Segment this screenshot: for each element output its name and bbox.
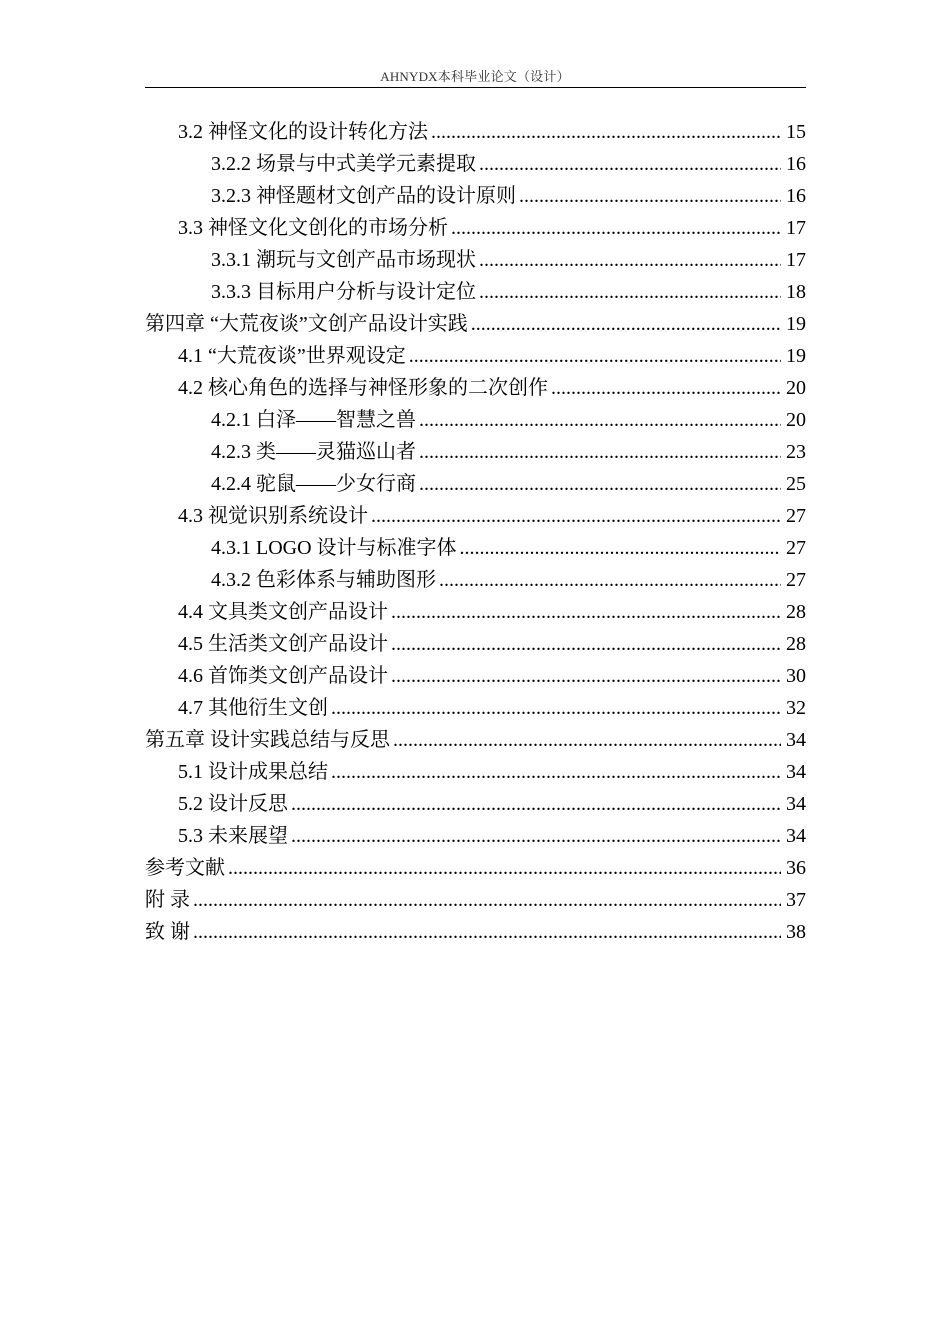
toc-entry-title: 致 谢	[145, 921, 190, 943]
page-header: AHNYDX本科毕业论文（设计）	[380, 69, 570, 84]
toc-entry-page-number: 28	[786, 633, 806, 655]
toc-entry-page-number: 28	[786, 601, 806, 623]
toc-dot-leader	[393, 724, 781, 756]
toc-entry-title: 5.1 设计成果总结	[178, 761, 328, 783]
toc-entry-page-number: 23	[786, 441, 806, 463]
toc-entry-title: 4.6 首饰类文创产品设计	[178, 665, 388, 687]
toc-entry-title: 3.2.3 神怪题材文创产品的设计原则	[211, 185, 516, 207]
toc-dot-leader	[193, 884, 781, 916]
toc-entry-title: 4.2.1 白泽——智慧之兽	[211, 409, 416, 431]
toc-entry-page-number: 18	[786, 281, 806, 303]
toc-dot-leader	[371, 500, 781, 532]
toc-entry[interactable]	[0, 244, 950, 276]
toc-entry[interactable]	[0, 564, 950, 596]
toc-dot-leader	[471, 308, 781, 340]
toc-entry[interactable]	[0, 916, 950, 948]
toc-entry-title: 5.3 未来展望	[178, 825, 288, 847]
toc-entry[interactable]	[0, 692, 950, 724]
toc-entry-page-number: 36	[786, 857, 806, 879]
toc-dot-leader	[391, 596, 781, 628]
toc-entry[interactable]	[0, 404, 950, 436]
toc-dot-leader	[419, 436, 781, 468]
toc-entry[interactable]	[0, 148, 950, 180]
toc-entry-page-number: 37	[786, 889, 806, 911]
toc-entry-title: 参考文献	[145, 857, 225, 879]
header-divider	[145, 87, 806, 88]
toc-entry-title: 4.2.4 驼鼠——少女行商	[211, 473, 416, 495]
toc-dot-leader	[291, 820, 781, 852]
toc-entry-page-number: 34	[786, 729, 806, 751]
toc-entry[interactable]	[0, 660, 950, 692]
toc-entry-page-number: 16	[786, 185, 806, 207]
toc-entry-page-number: 27	[786, 569, 806, 591]
toc-entry-page-number: 17	[786, 217, 806, 239]
toc-dot-leader	[519, 180, 781, 212]
toc-dot-leader	[409, 340, 781, 372]
toc-dot-leader	[451, 212, 781, 244]
toc-entry-page-number: 27	[786, 537, 806, 559]
toc-dot-leader	[391, 628, 781, 660]
toc-entry-title: 4.3 视觉识别系统设计	[178, 505, 368, 527]
toc-entry-page-number: 34	[786, 761, 806, 783]
toc-entry-page-number: 15	[786, 121, 806, 143]
toc-dot-leader	[479, 148, 781, 180]
toc-dot-leader	[228, 852, 781, 884]
toc-entry[interactable]	[0, 852, 950, 884]
toc-entry-page-number: 34	[786, 793, 806, 815]
toc-entry[interactable]	[0, 308, 950, 340]
table-of-contents	[0, 116, 950, 948]
toc-entry[interactable]	[0, 180, 950, 212]
toc-entry-title: 4.5 生活类文创产品设计	[178, 633, 388, 655]
toc-dot-leader	[479, 244, 781, 276]
toc-entry[interactable]	[0, 724, 950, 756]
toc-entry-title: 4.2.3 类——灵猫巡山者	[211, 441, 416, 463]
toc-entry-page-number: 25	[786, 473, 806, 495]
toc-entry-title: 4.3.1 LOGO 设计与标准字体	[211, 537, 457, 559]
toc-entry[interactable]	[0, 276, 950, 308]
toc-entry-title: 3.2.2 场景与中式美学元素提取	[211, 153, 476, 175]
toc-entry-title: 5.2 设计反思	[178, 793, 288, 815]
toc-entry[interactable]	[0, 788, 950, 820]
toc-entry-page-number: 16	[786, 153, 806, 175]
toc-entry[interactable]	[0, 756, 950, 788]
toc-entry-title: 第五章 设计实践总结与反思	[145, 729, 390, 751]
toc-entry[interactable]	[0, 468, 950, 500]
toc-entry[interactable]	[0, 628, 950, 660]
toc-dot-leader	[439, 564, 781, 596]
toc-entry-title: 4.7 其他衍生文创	[178, 697, 328, 719]
toc-entry[interactable]	[0, 372, 950, 404]
toc-entry-title: 4.2 核心角色的选择与神怪形象的二次创作	[178, 377, 548, 399]
toc-entry-page-number: 30	[786, 665, 806, 687]
toc-entry-title: 附 录	[145, 889, 190, 911]
toc-dot-leader	[460, 532, 781, 564]
toc-dot-leader	[331, 756, 781, 788]
toc-entry[interactable]	[0, 532, 950, 564]
toc-entry-title: 3.3 神怪文化文创化的市场分析	[178, 217, 448, 239]
toc-entry[interactable]	[0, 884, 950, 916]
toc-entry-page-number: 20	[786, 409, 806, 431]
toc-entry-page-number: 20	[786, 377, 806, 399]
toc-entry-page-number: 32	[786, 697, 806, 719]
toc-entry-title: 3.3.1 潮玩与文创产品市场现状	[211, 249, 476, 271]
toc-entry-page-number: 38	[786, 921, 806, 943]
toc-entry-page-number: 27	[786, 505, 806, 527]
toc-entry-title: 3.2 神怪文化的设计转化方法	[178, 121, 428, 143]
toc-entry[interactable]	[0, 500, 950, 532]
toc-entry[interactable]	[0, 820, 950, 852]
toc-entry[interactable]	[0, 116, 950, 148]
toc-entry-title: 4.4 文具类文创产品设计	[178, 601, 388, 623]
toc-entry-title: 4.1 “大荒夜谈”世界观设定	[178, 345, 406, 367]
toc-dot-leader	[551, 372, 781, 404]
toc-entry-title: 4.3.2 色彩体系与辅助图形	[211, 569, 436, 591]
toc-dot-leader	[291, 788, 781, 820]
toc-dot-leader	[479, 276, 781, 308]
toc-dot-leader	[193, 916, 781, 948]
toc-entry-page-number: 19	[786, 345, 806, 367]
toc-dot-leader	[431, 116, 781, 148]
toc-dot-leader	[419, 404, 781, 436]
toc-dot-leader	[419, 468, 781, 500]
toc-dot-leader	[391, 660, 781, 692]
toc-entry-title: 第四章 “大荒夜谈”文创产品设计实践	[145, 313, 468, 335]
toc-entry-page-number: 19	[786, 313, 806, 335]
toc-entry[interactable]	[0, 436, 950, 468]
toc-dot-leader	[331, 692, 781, 724]
toc-entry[interactable]	[0, 596, 950, 628]
toc-entry[interactable]	[0, 212, 950, 244]
toc-entry-page-number: 17	[786, 249, 806, 271]
toc-entry-title: 3.3.3 目标用户分析与设计定位	[211, 281, 476, 303]
toc-entry[interactable]	[0, 340, 950, 372]
toc-entry-page-number: 34	[786, 825, 806, 847]
